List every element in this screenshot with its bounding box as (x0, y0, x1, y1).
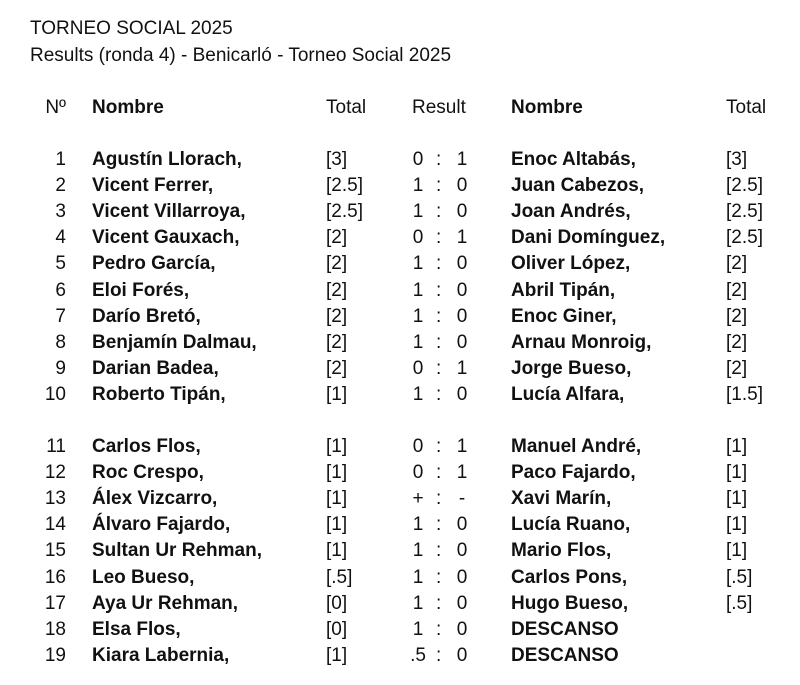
white-score: 0 (412, 436, 424, 457)
board-number: 1 (55, 149, 66, 170)
white-player-total: [2] (326, 331, 348, 353)
table-row (0, 225, 800, 251)
white-player-name: Vicent Gauxach, (92, 227, 240, 249)
document-subtitle: Results (ronda 4) - Benicarló - Torneo Social 2025 (30, 45, 452, 66)
score-separator: : (436, 462, 442, 484)
score-separator: : (436, 436, 442, 457)
white-score: 1 (412, 201, 424, 223)
white-score: + (412, 488, 424, 510)
header-name-white: Nombre (92, 97, 164, 118)
board-number: 9 (55, 357, 66, 379)
white-player-name: Benjamín Dalmau, (92, 331, 257, 353)
black-player-total: [.5] (726, 592, 753, 614)
black-player-total: [2.5] (726, 227, 763, 249)
black-player-name: Dani Domínguez, (511, 227, 666, 249)
white-player-total: [2.5] (326, 201, 363, 223)
board-number: 12 (44, 462, 66, 484)
black-score: - (458, 488, 466, 510)
table-row (0, 460, 800, 486)
white-score: 0 (412, 227, 424, 249)
black-score: 0 (456, 592, 468, 614)
board-number: 4 (55, 227, 66, 249)
black-score: 0 (456, 175, 468, 197)
board-number: 8 (55, 331, 66, 353)
black-score: 1 (456, 436, 468, 457)
white-player-name: Darian Badea, (92, 357, 219, 379)
black-player-total: [1] (726, 540, 748, 562)
score-separator: : (436, 253, 442, 275)
black-score: 1 (456, 227, 468, 249)
white-player-name: Leo Bueso, (92, 566, 195, 588)
table-row (0, 617, 800, 643)
white-score: 1 (412, 566, 424, 588)
black-player-total: [3] (726, 149, 748, 170)
board-number: 19 (44, 644, 66, 666)
board-number: 3 (55, 201, 66, 223)
black-player-total: [1] (726, 436, 748, 457)
table-row (0, 565, 800, 591)
white-score: 1 (412, 540, 424, 562)
white-player-total: [2.5] (326, 175, 363, 197)
white-score: .5 (410, 644, 426, 666)
table-row (0, 173, 800, 199)
white-player-name: Kiara Labernia, (92, 644, 230, 666)
black-player-total: [1] (726, 514, 748, 536)
white-score: 1 (412, 383, 424, 405)
board-number: 15 (44, 540, 66, 562)
score-separator: : (436, 357, 442, 379)
score-separator: : (436, 331, 442, 353)
table-row (0, 147, 800, 173)
document-title: TORNEO SOCIAL 2025 (30, 18, 233, 39)
white-player-name: Roberto Tipán, (92, 383, 226, 405)
table-row (0, 591, 800, 617)
white-player-total: [0] (326, 592, 348, 614)
black-player-total: [.5] (726, 566, 753, 588)
white-player-total: [3] (326, 149, 348, 170)
board-number: 6 (55, 279, 66, 301)
white-player-name: Darío Bretó, (92, 305, 201, 327)
white-score: 1 (412, 305, 424, 327)
score-separator: : (436, 227, 442, 249)
table-row (0, 382, 800, 408)
score-separator: : (436, 592, 442, 614)
black-player-total: [2] (726, 331, 748, 353)
white-player-name: Pedro García, (92, 253, 216, 275)
white-player-name: Roc Crespo, (92, 462, 204, 484)
table-row (0, 330, 800, 356)
white-score: 1 (412, 175, 424, 197)
black-score: 0 (456, 201, 468, 223)
black-player-total: [1] (726, 462, 748, 484)
black-score: 0 (456, 331, 468, 353)
table-row (0, 643, 800, 669)
header-total-white: Total (326, 97, 367, 118)
table-row (0, 304, 800, 330)
board-number: 2 (55, 175, 66, 197)
black-score: 1 (456, 462, 468, 484)
black-player-name: Manuel André, (511, 436, 642, 457)
black-player-total: [1.5] (726, 383, 763, 405)
black-score: 0 (456, 566, 468, 588)
white-score: 1 (412, 253, 424, 275)
white-score: 1 (412, 279, 424, 301)
score-separator: : (436, 201, 442, 223)
white-player-name: Eloi Forés, (92, 279, 190, 301)
white-player-name: Carlos Flos, (92, 436, 201, 457)
black-player-name: Juan Cabezos, (511, 175, 645, 197)
white-player-total: [.5] (326, 566, 353, 588)
black-player-name: DESCANSO (511, 618, 619, 640)
black-score: 1 (456, 357, 468, 379)
white-score: 1 (412, 618, 424, 640)
white-score: 1 (412, 592, 424, 614)
board-number: 17 (44, 592, 66, 614)
white-player-name: Elsa Flos, (92, 618, 181, 640)
black-player-name: Enoc Altabás, (511, 149, 636, 170)
black-player-total: [2] (726, 279, 748, 301)
black-player-total: [2] (726, 305, 748, 327)
white-player-total: [0] (326, 618, 348, 640)
board-number: 14 (44, 514, 66, 536)
board-number: 13 (44, 488, 66, 510)
score-separator: : (436, 488, 442, 510)
table-row (0, 278, 800, 304)
score-separator: : (436, 618, 442, 640)
white-player-total: [1] (326, 540, 348, 562)
header-total-black: Total (726, 97, 767, 118)
table-row (0, 251, 800, 277)
table-row (0, 512, 800, 538)
white-player-name: Álvaro Fajardo, (92, 514, 231, 536)
black-score: 0 (456, 618, 468, 640)
black-player-name: Oliver López, (511, 253, 631, 275)
white-score: 1 (412, 514, 424, 536)
white-player-name: Aya Ur Rehman, (92, 592, 239, 614)
white-player-total: [1] (326, 383, 348, 405)
black-player-name: Joan Andrés, (511, 201, 631, 223)
black-player-total: [2.5] (726, 175, 763, 197)
white-score: 1 (412, 331, 424, 353)
board-number: 18 (44, 618, 66, 640)
black-player-total: [2.5] (726, 201, 763, 223)
board-number: 16 (44, 566, 66, 588)
black-score: 0 (456, 253, 468, 275)
white-player-total: [1] (326, 514, 348, 536)
board-number: 10 (44, 383, 66, 405)
board-number: 5 (55, 253, 66, 275)
white-player-name: Sultan Ur Rehman, (92, 540, 262, 562)
black-score: 0 (456, 383, 468, 405)
white-player-name: Vicent Ferrer, (92, 175, 214, 197)
black-score: 1 (456, 149, 468, 170)
white-player-name: Agustín Llorach, (92, 149, 242, 170)
table-row (0, 486, 800, 512)
score-separator: : (436, 514, 442, 536)
header-number: Nº (45, 97, 66, 118)
white-score: 0 (412, 357, 424, 379)
black-score: 0 (456, 279, 468, 301)
white-player-total: [1] (326, 436, 348, 457)
white-player-total: [1] (326, 488, 348, 510)
black-score: 0 (456, 305, 468, 327)
white-player-total: [2] (326, 305, 348, 327)
score-separator: : (436, 279, 442, 301)
black-player-total: [2] (726, 357, 748, 379)
header-result: Result (412, 97, 466, 118)
score-separator: : (436, 644, 442, 666)
black-player-name: Jorge Bueso, (511, 357, 632, 379)
black-player-name: Hugo Bueso, (511, 592, 629, 614)
table-row (0, 356, 800, 382)
table-header (0, 95, 800, 121)
black-player-total: [2] (726, 253, 748, 275)
black-score: 0 (456, 644, 468, 666)
score-separator: : (436, 383, 442, 405)
black-score: 0 (456, 514, 468, 536)
table-row (0, 538, 800, 564)
black-player-name: Arnau Monroig, (511, 331, 652, 353)
black-player-total: [1] (726, 488, 748, 510)
white-score: 0 (412, 149, 424, 170)
white-score: 0 (412, 462, 424, 484)
black-player-name: Enoc Giner, (511, 305, 617, 327)
score-separator: : (436, 149, 442, 170)
black-player-name: Lucía Ruano, (511, 514, 631, 536)
score-separator: : (436, 566, 442, 588)
black-player-name: Lucía Alfara, (511, 383, 625, 405)
black-player-name: Paco Fajardo, (511, 462, 636, 484)
score-separator: : (436, 540, 442, 562)
black-player-name: Carlos Pons, (511, 566, 628, 588)
white-player-total: [2] (326, 279, 348, 301)
white-player-name: Vicent Villarroya, (92, 201, 246, 223)
black-player-name: Mario Flos, (511, 540, 612, 562)
board-number: 7 (55, 305, 66, 327)
header-name-black: Nombre (511, 97, 583, 118)
white-player-total: [1] (326, 644, 348, 666)
black-player-name: Abril Tipán, (511, 279, 616, 301)
score-separator: : (436, 305, 442, 327)
table-row (0, 199, 800, 225)
white-player-total: [1] (326, 462, 348, 484)
board-number: 11 (46, 436, 66, 457)
white-player-total: [2] (326, 253, 348, 275)
black-player-name: Xavi Marín, (511, 488, 612, 510)
black-player-name: DESCANSO (511, 644, 619, 666)
white-player-name: Álex Vizcarro, (92, 488, 218, 510)
table-row (0, 434, 800, 460)
score-separator: : (436, 175, 442, 197)
black-score: 0 (456, 540, 468, 562)
white-player-total: [2] (326, 357, 348, 379)
white-player-total: [2] (326, 227, 348, 249)
